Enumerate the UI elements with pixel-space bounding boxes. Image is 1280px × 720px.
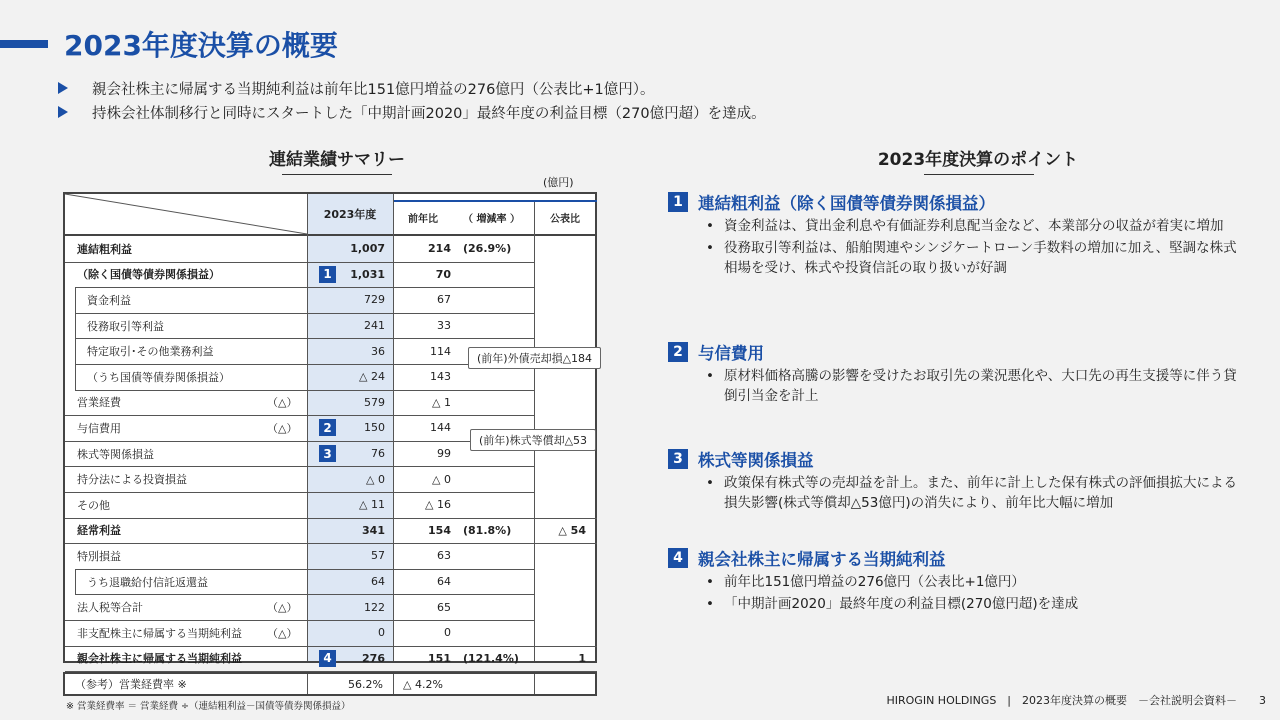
row-label: 法人税等合計 (77, 601, 143, 615)
column-divider (534, 674, 535, 694)
row-yoy-value: 99 (437, 447, 451, 461)
row-yoy-value: △ 1 (432, 395, 451, 409)
row-fy-value: 241 (364, 319, 385, 333)
table-row (65, 492, 595, 518)
row-label: 親会社株主に帰属する当期純利益 (77, 652, 242, 666)
row-fy-value: △ 24 (359, 370, 385, 384)
title-accent-bar (0, 40, 48, 48)
row-fy-value: △ 11 (359, 498, 385, 512)
reference-yoy: △ 4.2% (403, 677, 443, 691)
point-number-badge: 2 (319, 419, 336, 436)
page-title: 2023年度決算の概要 (64, 29, 338, 62)
summary-bullet (58, 100, 766, 124)
row-yoy-value: 33 (437, 319, 451, 333)
point-number-badge: 3 (668, 449, 688, 469)
point-number-badge: 1 (668, 192, 688, 212)
row-label: 与信費用 (77, 421, 121, 435)
row-fy-value: 76 (371, 447, 385, 461)
table-row (65, 236, 595, 262)
row-fy-value: 1,031 (350, 267, 385, 281)
row-fy-value: 729 (364, 293, 385, 307)
row-rate-value: (81.8%) (463, 523, 512, 537)
callout-prior-year-bond-loss: (前年)外債売却損△184 (468, 347, 601, 369)
row-fy-value: 0 (378, 626, 385, 640)
row-sign: （△） (267, 421, 298, 435)
point-title: 株式等関係損益 (698, 451, 814, 470)
point-4 (668, 546, 1246, 614)
row-yoy-value: 151 (428, 651, 451, 665)
row-fy-value: 341 (362, 523, 385, 537)
header-rate: （ 増減率 ） (463, 213, 520, 225)
table-row (65, 569, 595, 595)
results-summary-table (63, 192, 597, 666)
row-yoy-value: 154 (428, 523, 451, 537)
row-sign: （△） (267, 601, 298, 615)
table-row (65, 390, 595, 416)
reference-fy: 56.2% (348, 677, 383, 691)
summary-bullets (58, 76, 766, 124)
row-fy-value: 150 (364, 421, 385, 435)
row-label: 持分法による投資損益 (77, 473, 187, 487)
row-fy-value: △ 0 (366, 472, 385, 486)
row-fy-value: 57 (371, 549, 385, 563)
row-yoy-value: 0 (444, 626, 451, 640)
summary-bullet-text: 持株会社体制移行と同時にスタートした「中期計画2020」最終年度の利益目標（270億円超）を達成。 (92, 105, 766, 122)
row-rate-value: (26.9%) (463, 242, 512, 256)
point-title: 与信費用 (698, 344, 764, 363)
table-row (65, 313, 595, 339)
row-yoy-value: 70 (435, 267, 451, 281)
row-fy-value: 1,007 (350, 242, 385, 256)
triangle-bullet-icon (58, 106, 68, 118)
point-title: 親会社株主に帰属する当期純利益 (698, 550, 946, 569)
table-row (65, 262, 595, 288)
row-sign: （△） (267, 396, 298, 410)
point-item: • 政策保有株式等の売却益を計上。また、前年に計上した保有株式の評価損拡大による損失影響(株式等償却△53億円)の消失により、前年比大幅に増加 (706, 473, 1246, 513)
row-label: 連結粗利益 (77, 242, 132, 256)
footnote: ※ 営業経費率 ＝ 営業経費 ÷（連結粗利益－国債等債券関係損益） (66, 701, 351, 712)
row-label: 経常利益 (77, 524, 121, 538)
row-label: （うち国債等債券関係損益） (87, 370, 230, 384)
point-item: • 資金利益は、貸出金利息や有価証券利息配当金など、本業部分の収益が着実に増加 (706, 216, 1246, 236)
point-item: • 原材料価格高騰の影響を受けたお取引先の業況悪化や、大口先の再生支援等に伴う貸倒引当金を計上 (706, 366, 1246, 406)
table-row (65, 287, 595, 313)
point-1 (668, 190, 1246, 278)
reference-row (63, 672, 597, 696)
point-number-badge: 4 (319, 650, 336, 667)
row-label: その他 (77, 498, 110, 512)
point-3 (668, 447, 1246, 513)
row-fy-value: 579 (364, 395, 385, 409)
row-yoy-value: 114 (430, 344, 451, 358)
right-heading-underline (924, 174, 1034, 175)
row-yoy-value: 214 (428, 242, 451, 256)
table-row (65, 466, 595, 492)
indent-guide (75, 287, 76, 389)
row-yoy-value: 65 (437, 600, 451, 614)
page-footer: HIROGIN HOLDINGS | 2023年度決算の概要 －会社説明会資料－ 3 (886, 694, 1266, 707)
row-label: （除く国債等債券関係損益） (77, 268, 220, 282)
table-row (65, 646, 595, 672)
table-row (65, 543, 595, 569)
row-label: 非支配株主に帰属する当期純利益 (77, 626, 242, 640)
row-yoy-value: 64 (437, 575, 451, 589)
row-label: 営業経費 (77, 396, 121, 410)
column-divider (393, 674, 394, 694)
callout-prior-year-stock-writedown: (前年)株式等償却△53 (470, 429, 596, 451)
header-top-accent (393, 200, 597, 202)
row-rate-value: (121.4%) (463, 651, 519, 665)
summary-bullet (58, 76, 766, 100)
header-yoy: 前年比 (408, 213, 438, 225)
row-plan-value: 1 (578, 651, 586, 665)
point-number-badge: 4 (668, 548, 688, 568)
point-number-badge: 3 (319, 445, 336, 462)
point-item: • 「中期計画2020」最終年度の利益目標(270億円超)を達成 (706, 594, 1246, 614)
table-row (65, 620, 595, 646)
point-item: • 前年比151億円増益の276億円（公表比+1億円） (706, 572, 1246, 592)
left-section-heading: 連結業績サマリー (269, 150, 405, 170)
row-fy-value: 64 (371, 575, 385, 589)
table-row (65, 518, 595, 544)
left-heading-underline (282, 174, 392, 175)
row-yoy-value: △ 16 (425, 498, 451, 512)
table-row (65, 594, 595, 620)
row-fy-value: 122 (364, 600, 385, 614)
row-yoy-value: 144 (430, 421, 451, 435)
right-section-heading: 2023年度決算のポイント (877, 150, 1079, 170)
header-plan: 公表比 (550, 213, 580, 225)
point-number-badge: 2 (668, 342, 688, 362)
summary-bullet-text: 親会社株主に帰属する当期純利益は前年比151億円増益の276億円（公表比+1億円）。 (92, 81, 655, 98)
triangle-bullet-icon (58, 82, 68, 94)
row-fy-value: 276 (362, 651, 385, 665)
point-item: • 役務取引等利益は、船舶関連やシンジケートローン手数料の増加に加え、堅調な株式相場を受け、株式や投資信託の取り扱いが好調 (706, 238, 1246, 278)
row-label: 役務取引等利益 (87, 319, 164, 333)
point-title: 連結粗利益（除く国債等債券関係損益） (698, 194, 995, 213)
reference-label: （参考）営業経費率 ※ (75, 678, 187, 691)
row-label: うち退職給付信託返還益 (87, 575, 208, 589)
row-sign: （△） (267, 626, 298, 640)
point-number-badge: 1 (319, 266, 336, 283)
row-label: 特定取引･その他業務利益 (87, 345, 214, 359)
row-label: 特別損益 (77, 549, 121, 563)
row-yoy-value: 63 (437, 549, 451, 563)
row-yoy-value: △ 0 (432, 472, 451, 486)
header-diagonal-line (65, 194, 307, 234)
point-2 (668, 340, 1246, 406)
unit-label: (億円) (543, 176, 574, 189)
row-label: 株式等関係損益 (77, 447, 154, 461)
row-fy-value: 36 (371, 344, 385, 358)
indent-guide (75, 569, 76, 595)
row-yoy-value: 67 (437, 293, 451, 307)
header-fy: 2023年度 (323, 208, 377, 221)
row-label: 資金利益 (87, 293, 131, 307)
row-plan-value: △ 54 (558, 523, 586, 537)
row-yoy-value: 143 (430, 370, 451, 384)
